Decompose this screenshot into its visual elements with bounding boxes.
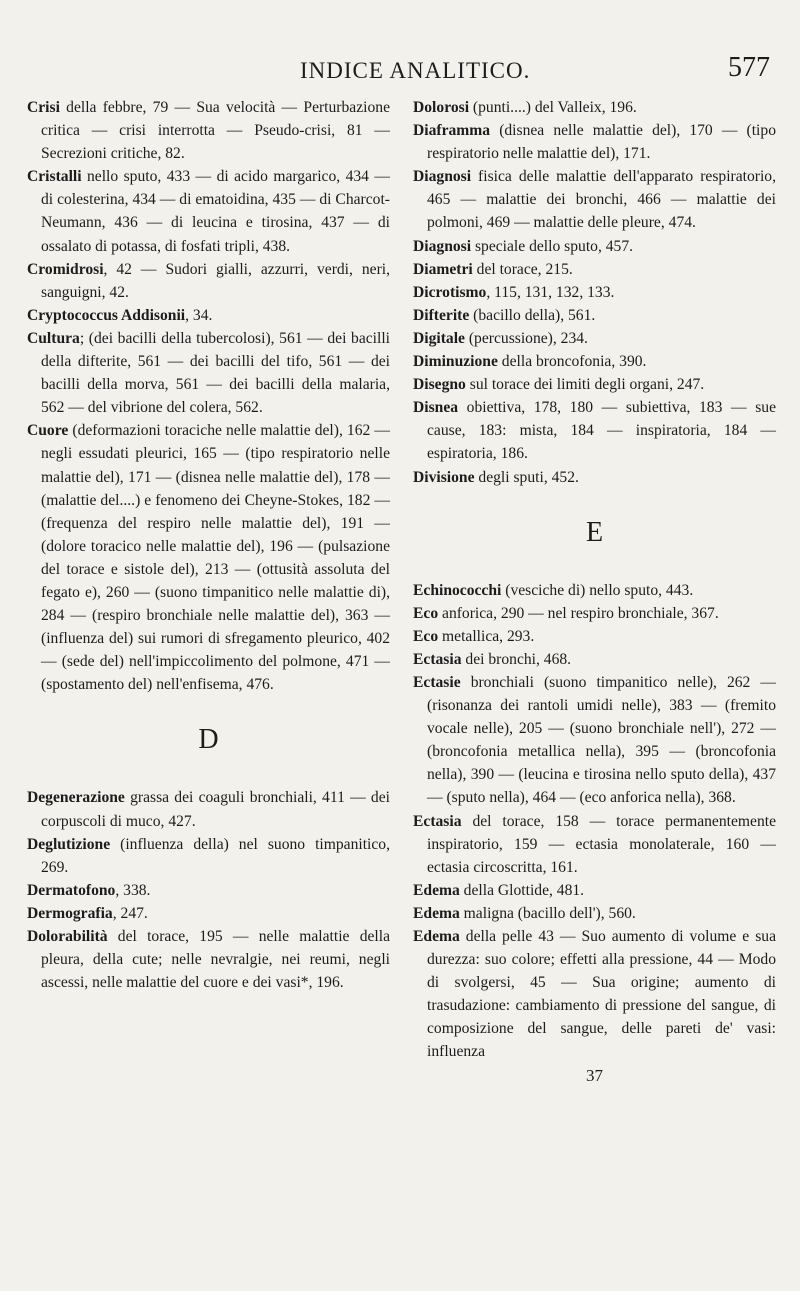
index-entry: [413, 625, 776, 648]
entry-text: (punti....) del Valleix, 196.: [469, 99, 637, 116]
index-entry: [413, 327, 776, 350]
index-entry: [413, 119, 776, 165]
entry-text: , 42 — Sudori gialli, azzurri, verdi, neri, sanguigni, 42.: [41, 260, 390, 301]
entry-text: fisica delle malattie dell'apparato respiratorio, 465 — malattie dei bronchi, 466 — malattie dei polmoni, 469 — malattie delle pleure, 474.: [427, 168, 776, 232]
left-column: [27, 96, 390, 994]
entry-text: metallica, 293.: [438, 627, 535, 645]
entry-term: Eco: [413, 627, 439, 645]
index-entry: [27, 833, 390, 879]
entry-term: Dolorosi: [413, 99, 470, 116]
signature-mark: 37: [586, 1065, 603, 1085]
entry-term: Crisi: [27, 99, 60, 116]
entry-term: Ectasia: [413, 812, 462, 830]
entries-d-continued: [413, 96, 776, 489]
index-entry: [413, 579, 776, 602]
entry-term: Ectasia: [413, 650, 462, 668]
index-entry: [413, 879, 776, 902]
index-entry: [413, 96, 776, 119]
entry-text: ; (dei bacilli della tubercolosi), 561 — dei bacilli della difterite, 561 — dei bacilli del tifo, 561 — dei bacilli della morva, 561 — dei bacilli della malaria, 562 — del vibrione del colera, 562.: [41, 329, 390, 417]
entry-text: anforica, 290 — nel respiro bronchiale, 367.: [438, 604, 719, 622]
entry-text: , 115, 131, 132, 133.: [486, 283, 615, 301]
entry-term: Dermografia: [27, 904, 113, 922]
entry-text: del torace, 158 — torace permanentemente inspiratorio, 159 — ectasia monolaterale, 160 — ectasia circoscritta, 161.: [427, 812, 776, 876]
entry-term: Edema: [413, 881, 460, 899]
entry-term: Diagnosi: [413, 168, 472, 186]
entry-term: Cristalli: [27, 168, 82, 186]
entry-term: Dermatofono: [27, 881, 116, 899]
index-entry: [413, 350, 776, 373]
entry-term: Divisione: [413, 468, 475, 486]
entry-text: degli sputi, 452.: [474, 468, 579, 486]
entry-term: Cryptococcus Addisonii: [27, 306, 186, 324]
index-entry: [27, 327, 390, 419]
entry-text: del torace, 195 — nelle malattie della pleura, della cute; nelle nevralgie, nei reumi, negli ascessi, nelle malattie del cuore e dei vasi*, 196.: [41, 928, 390, 992]
entry-term: Ectasie: [413, 673, 461, 691]
entry-term: Echinococchi: [413, 581, 502, 599]
index-entry: [413, 648, 776, 671]
entry-text: speciale dello sputo, 457.: [471, 237, 634, 255]
section-letter-e: E: [585, 516, 604, 548]
entry-text: (vesciche di) nello sputo, 443.: [501, 581, 694, 599]
index-entry: [27, 165, 390, 257]
entry-text: , 247.: [112, 904, 148, 922]
entry-text: (percussione), 234.: [464, 329, 588, 347]
entry-text: (bacillo della), 561.: [469, 306, 596, 324]
index-entry: [413, 281, 776, 304]
entries-d: [27, 786, 390, 994]
entry-text: del torace, 215.: [472, 260, 573, 278]
entry-text: (deformazioni toraciche nelle malattie del), 162 — negli essudati pleurici, 165 — (tipo respiratorio nelle malattie del), 171 — (disnea nelle malattie del), 178 — (malattie del....) e fenomeno dei Cheyne-Stokes, 182 — (frequenza del respiro nelle malattie del), 191 — (dolore toracico nelle malattie del), 196 — (pulsazione del torace e sistole del), 213 — (ottusità assoluta del fegato e), 260 — (suono timpanitico nelle malattie di), 284 — (respiro bronchiale nelle malattie del), 363 — (influenza del) sui rumori di sfregamento pleurico, 402 — (sede del) nell'impiccolimento del polmone, 471 — (spostamento del) nell'enfisema, 476.: [41, 422, 390, 694]
right-column: [413, 96, 776, 1087]
entry-text: dei bronchi, 468.: [461, 650, 572, 668]
index-entry: [413, 466, 776, 489]
running-title: INDICE ANALITICO.: [300, 58, 531, 83]
entry-term: Diaframma: [413, 122, 491, 140]
entry-term: Disnea: [413, 399, 459, 417]
entry-term: Degenerazione: [27, 789, 125, 807]
index-entry: [27, 258, 390, 304]
index-entry: [413, 671, 776, 810]
entry-text: della febbre, 79 — Sua velocità — Perturbazione critica — crisi interrotta — Pseudo-crisi, 81 — Secrezioni critiche, 82.: [41, 99, 390, 163]
entry-term: Edema: [413, 928, 460, 945]
entry-text: nello sputo, 433 — di acido margarico, 434 — di colesterina, 434 — di ematoidina, 435 — di Charcot-Neumann, 436 — di leucina e tirosina, 437 — di ossalato di potassa, di fosfati tripli, 438.: [41, 168, 390, 255]
index-entry: [413, 602, 776, 625]
page-number: 577: [728, 52, 770, 83]
entry-term: Cuore: [27, 422, 69, 440]
index-entry: [27, 925, 390, 994]
entry-text: grassa dei coaguli bronchiali, 411 — dei corpuscoli di muco, 427.: [41, 789, 390, 830]
entry-term: Cromidrosi: [27, 260, 104, 278]
entries-c: [27, 96, 390, 696]
entry-term: Dolorabilità: [27, 928, 108, 945]
entry-term: Diminuzione: [413, 353, 498, 371]
index-entry: [413, 304, 776, 327]
entries-e: [413, 579, 776, 1064]
index-entry: [413, 235, 776, 258]
entry-term: Cultura: [27, 329, 80, 347]
entry-text: , 338.: [115, 881, 151, 899]
entry-text: sul torace dei limiti degli organi, 247.: [465, 376, 705, 394]
entry-text: , 34.: [185, 306, 213, 324]
entry-text: obiettiva, 178, 180 — subiettiva, 183 — sue cause, 183: mista, 184 — inspiratoria, 184 — espiratoria, 186.: [427, 399, 776, 463]
entry-term: Eco: [413, 604, 439, 622]
entry-text: (influenza della) nel suono timpanitico, 269.: [41, 835, 390, 876]
index-entry: [413, 810, 776, 879]
entry-term: Diagnosi: [413, 237, 472, 255]
index-entry: [413, 165, 776, 234]
entry-term: Digitale: [413, 329, 465, 347]
index-entry: [27, 786, 390, 832]
index-entry: [27, 879, 390, 902]
entry-term: Deglutizione: [27, 835, 111, 853]
entry-text: bronchiali (suono timpanitico nelle), 262 — (risonanza dei rantoli umidi nelle), 383 — (fremito vocale nelle), 205 — (suono bronchiale nell'), 272 — (broncofonia metallica nella), 395 — (broncofonia nella), 390 — (leucina e tirosina nello sputo della), 437 — (sputo nella), 464 — (eco anforica nella), 368.: [427, 673, 776, 807]
entry-term: Dicrotismo: [413, 283, 487, 301]
index-entry: [413, 925, 776, 1064]
entry-text: della pelle 43 — Suo aumento di volume e sua durezza: suo colore; effetti alla pressione, 44 — Modo di svolgersi, 45 — Sua origine; aumento di trasudazione: cambiamento di pressione del sangue, di composizione del sangue, delle pareti de' vasi: influenza: [427, 928, 776, 1061]
entry-term: Edema: [413, 904, 460, 922]
entry-text: della broncofonia, 390.: [497, 353, 647, 371]
entry-term: Diametri: [413, 260, 473, 278]
index-entry: [413, 902, 776, 925]
entry-text: della Glottide, 481.: [459, 881, 585, 899]
page-header: [0, 52, 800, 92]
index-entry: [27, 902, 390, 925]
index-entry: [413, 373, 776, 396]
index-entry: [27, 96, 390, 165]
index-entry: [413, 258, 776, 281]
index-entry: [27, 419, 390, 696]
entry-text: maligna (bacillo dell'), 560.: [459, 904, 636, 922]
entry-term: Difterite: [413, 306, 470, 324]
entry-text: (disnea nelle malattie del), 170 — (tipo respiratorio nelle malattie del), 171.: [427, 122, 776, 163]
section-letter-d: D: [198, 724, 219, 756]
index-entry: [27, 304, 390, 327]
index-entry: [413, 396, 776, 465]
entry-term: Disegno: [413, 376, 466, 394]
